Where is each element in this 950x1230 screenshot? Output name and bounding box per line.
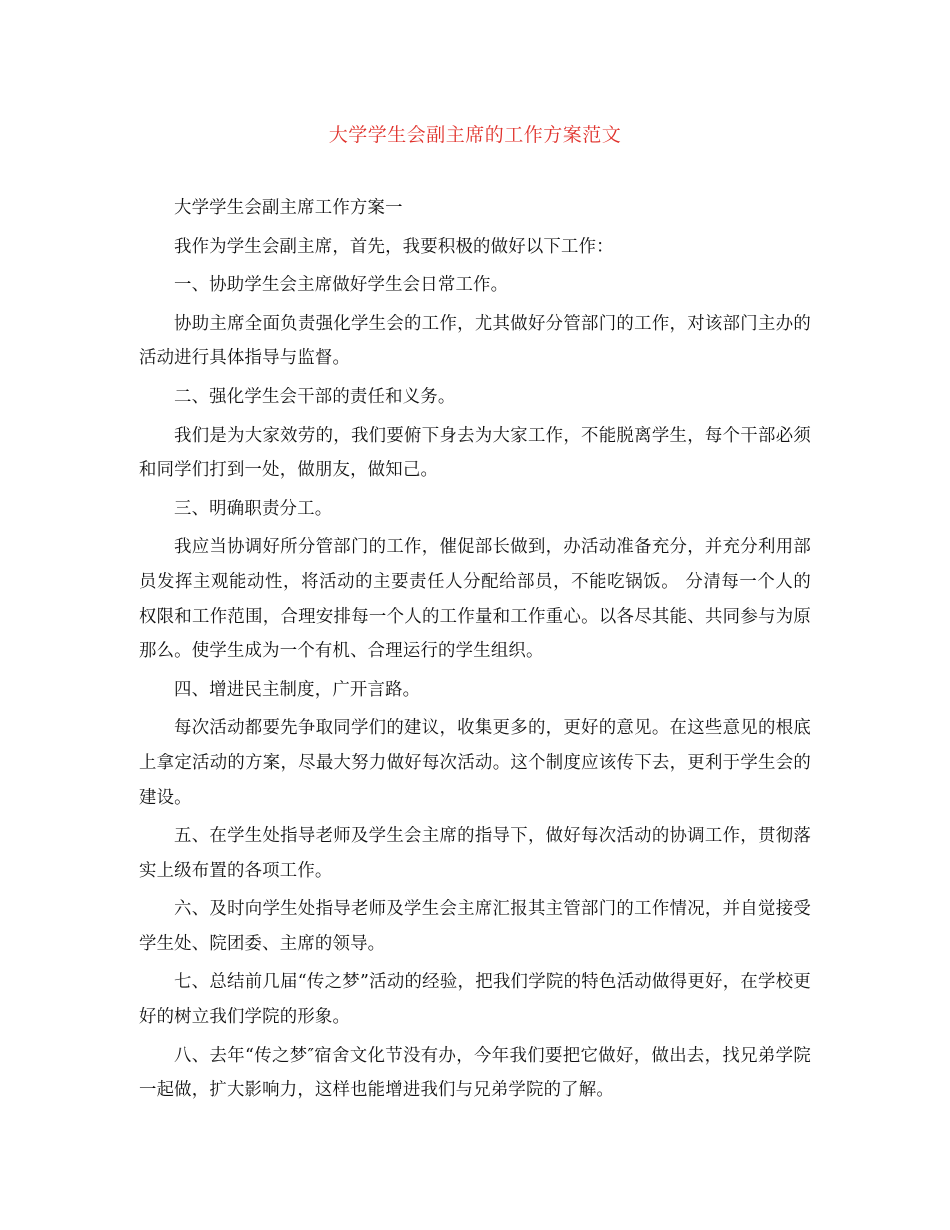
- paragraph-section-2-heading: 二、强化学生会干部的责任和义务。: [174, 386, 456, 407]
- paragraph-section-7: 七、总结前几届“传之梦”活动的经验，把我们学院的特色活动做得更好，在学校更好的树立我们学院的形象。: [139, 972, 811, 1028]
- paragraph-section-4-body: 每次活动都要先争取同学们的建议，收集更多的，更好的意见。在这些意见的根底上拿定活动的方案，尽最大努力做好每次活动。这个制度应该传下去，更利于学生会的建设。: [139, 718, 811, 808]
- paragraph-section-8: 八、去年“传之梦″宿舍文化节没有办，今年我们要把它做好，做出去，找兄弟学院一起做，扩大影响力，这样也能增进我们与兄弟学院的了解。: [139, 1045, 811, 1101]
- document-body: [139, 191, 811, 1112]
- paragraph-section-3-body: 我应当协调好所分管部门的工作，催促部长做到，办活动准备充分，并充分利用部员发挥主观能动性，将活动的主要责任人分配给部员，不能吃锅饭。 分清每一个人的权限和工作范围，合理安排每一个人的工作量和工作重心。以各尽其能、共同参与为原那么。使学生成为一个有机、合理运行的学生组织。: [139, 537, 811, 662]
- paragraph-section-3-heading: 三、明确职责分工。: [174, 498, 333, 519]
- document-title: 大学学生会副主席的工作方案范文: [328, 124, 622, 146]
- paragraph-section-6: 六、及时向学生处指导老师及学生会主席汇报其主管部门的工作情况，并自觉接受学生处、院团委、主席的领导。: [139, 899, 811, 954]
- paragraph-section-4-heading: 四、增进民主制度，广开言路。: [174, 679, 421, 700]
- paragraph-section-2-body: 我们是为大家效劳的，我们要俯下身去为大家工作，不能脱离学生，每个干部必须和同学们打到一处，做朋友，做知己。: [139, 425, 811, 481]
- paragraph-section-1-body: 协助主席全面负责强化学生会的工作，尤其做好分管部门的工作，对该部门主办的活动进行具体指导与监督。: [139, 313, 811, 369]
- paragraph-intro: 我作为学生会副主席，首先，我要积极的做好以下工作：: [174, 236, 614, 257]
- paragraph-section-1-heading: 一、协助学生会主席做好学生会日常工作。: [174, 275, 509, 296]
- paragraph-section-5: 五、在学生处指导老师及学生会主席的指导下，做好每次活动的协调工作，贯彻落实上级布置的各项工作。: [139, 826, 811, 881]
- paragraph-plan-heading: 大学学生会副主席工作方案一: [174, 198, 403, 218]
